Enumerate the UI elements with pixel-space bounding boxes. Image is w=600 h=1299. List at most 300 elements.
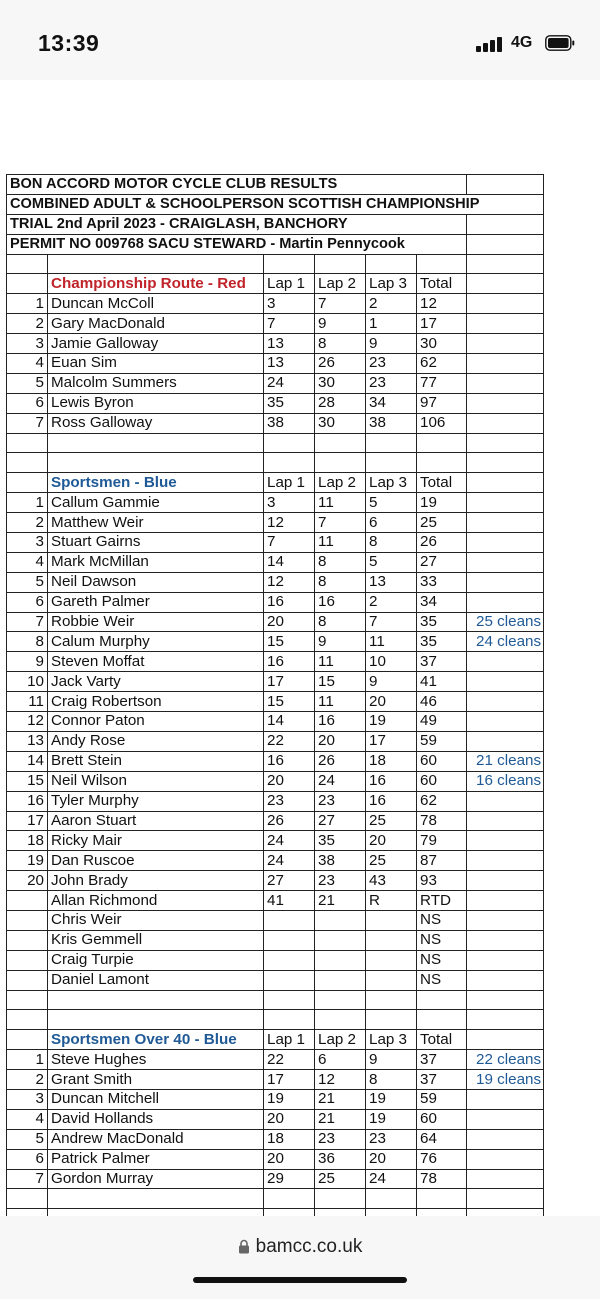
lap3-cell: 7 [366, 612, 417, 632]
result-row [7, 1169, 544, 1189]
empty-cell [7, 274, 48, 294]
rider-name-cell: Gareth Palmer [48, 592, 264, 612]
spacer-row [7, 453, 544, 473]
result-row [7, 1089, 544, 1109]
rider-name-cell: Andy Rose [48, 731, 264, 751]
cleans-note-cell [467, 851, 544, 871]
section-title: Championship Route - Red [48, 274, 264, 294]
rider-name-cell: Grant Smith [48, 1070, 264, 1090]
lap1-cell: 13 [264, 354, 315, 374]
cleans-note-cell [467, 930, 544, 950]
position-cell: 3 [7, 334, 48, 354]
result-row [7, 334, 544, 354]
lap3-cell: 23 [366, 373, 417, 393]
empty-cell [417, 990, 467, 1010]
cleans-note-cell [467, 393, 544, 413]
lap1-cell: 20 [264, 1109, 315, 1129]
rider-name-cell: Matthew Weir [48, 513, 264, 533]
cleans-note-cell [467, 373, 544, 393]
empty-cell [467, 433, 544, 453]
result-row [7, 652, 544, 672]
empty-cell [467, 473, 544, 493]
total-cell: 37 [417, 1070, 467, 1090]
lap3-cell: 13 [366, 572, 417, 592]
rider-name-cell: Mark McMillan [48, 552, 264, 572]
address-bar[interactable] [0, 1236, 600, 1258]
position-cell [7, 891, 48, 911]
lap1-cell: 41 [264, 891, 315, 911]
lap3-cell: 8 [366, 1070, 417, 1090]
total-cell: 33 [417, 572, 467, 592]
cleans-note-cell [467, 692, 544, 712]
lap3-cell: 9 [366, 1050, 417, 1070]
lap3-cell: 38 [366, 413, 417, 433]
cleans-note-cell: 21 cleans [467, 751, 544, 771]
lap2-cell: 12 [315, 1070, 366, 1090]
rider-name-cell: Callum Gammie [48, 493, 264, 513]
position-cell: 15 [7, 771, 48, 791]
position-cell: 3 [7, 533, 48, 553]
position-cell: 19 [7, 851, 48, 871]
empty-cell [315, 254, 366, 274]
lap1-cell: 14 [264, 712, 315, 732]
result-row [7, 950, 544, 970]
position-cell: 4 [7, 354, 48, 374]
result-row [7, 751, 544, 771]
cleans-note-cell [467, 791, 544, 811]
total-cell: 30 [417, 334, 467, 354]
empty-cell [7, 473, 48, 493]
cleans-note-cell [467, 493, 544, 513]
lap2-cell: 16 [315, 592, 366, 612]
lap2-cell: 8 [315, 572, 366, 592]
empty-cell [467, 1189, 544, 1209]
lap1-cell: 15 [264, 632, 315, 652]
lap1-cell: 3 [264, 493, 315, 513]
lap1-cell: 19 [264, 1089, 315, 1109]
lap1-cell: 24 [264, 831, 315, 851]
position-cell: 2 [7, 314, 48, 334]
position-cell: 1 [7, 493, 48, 513]
empty-cell [366, 433, 417, 453]
column-header: Lap 2 [315, 1030, 366, 1050]
empty-cell [7, 254, 48, 274]
spacer-row [7, 1189, 544, 1209]
rider-name-cell: Robbie Weir [48, 612, 264, 632]
lap1-cell: 20 [264, 771, 315, 791]
lap3-cell: 11 [366, 632, 417, 652]
position-cell: 6 [7, 592, 48, 612]
rider-name-cell: Craig Robertson [48, 692, 264, 712]
lap2-cell: 8 [315, 552, 366, 572]
cleans-note-cell [467, 533, 544, 553]
spacer-row [7, 990, 544, 1010]
home-indicator[interactable] [193, 1277, 407, 1283]
lap2-cell: 9 [315, 314, 366, 334]
total-cell: 60 [417, 771, 467, 791]
result-row [7, 1149, 544, 1169]
lap3-cell: 20 [366, 692, 417, 712]
lap2-cell: 24 [315, 771, 366, 791]
empty-cell [366, 254, 417, 274]
rider-name-cell: Ross Galloway [48, 413, 264, 433]
lap1-cell: 17 [264, 1070, 315, 1090]
lap3-cell: 20 [366, 831, 417, 851]
section-header-row [7, 274, 544, 294]
lap3-cell: 24 [366, 1169, 417, 1189]
network-type: 4G [511, 34, 533, 51]
empty-cell [48, 254, 264, 274]
lap1-cell: 7 [264, 314, 315, 334]
lap3-cell: 10 [366, 652, 417, 672]
result-row [7, 831, 544, 851]
lap2-cell: 38 [315, 851, 366, 871]
lap1-cell: 35 [264, 393, 315, 413]
lap1-cell: 17 [264, 672, 315, 692]
position-cell: 7 [7, 413, 48, 433]
lap1-cell: 20 [264, 1149, 315, 1169]
lap2-cell: 21 [315, 1089, 366, 1109]
result-row [7, 513, 544, 533]
lap3-cell: 23 [366, 1129, 417, 1149]
position-cell: 5 [7, 373, 48, 393]
total-cell: 77 [417, 373, 467, 393]
empty-cell [315, 1189, 366, 1209]
url-text: bamcc.co.uk [255, 1236, 363, 1257]
empty-cell [315, 1010, 366, 1030]
empty-cell [7, 1010, 48, 1030]
lap3-cell: 16 [366, 791, 417, 811]
column-header: Lap 1 [264, 473, 315, 493]
total-cell: 35 [417, 632, 467, 652]
rider-name-cell: Jack Varty [48, 672, 264, 692]
rider-name-cell: Aaron Stuart [48, 811, 264, 831]
lap2-cell: 25 [315, 1169, 366, 1189]
position-cell: 11 [7, 692, 48, 712]
empty-cell [467, 234, 544, 254]
lap1-cell: 14 [264, 552, 315, 572]
header-row [7, 214, 544, 234]
results-table [6, 174, 544, 1217]
empty-cell [315, 433, 366, 453]
cleans-note-cell [467, 950, 544, 970]
column-header: Lap 2 [315, 473, 366, 493]
total-cell: 78 [417, 1169, 467, 1189]
rider-name-cell: Tyler Murphy [48, 791, 264, 811]
lap2-cell: 7 [315, 513, 366, 533]
position-cell: 5 [7, 572, 48, 592]
position-cell: 4 [7, 1109, 48, 1129]
lap2-cell: 26 [315, 751, 366, 771]
column-header: Total [417, 473, 467, 493]
empty-cell [7, 990, 48, 1010]
rider-name-cell: Daniel Lamont [48, 970, 264, 990]
rider-name-cell: Stuart Gairns [48, 533, 264, 553]
header-row [7, 194, 544, 214]
lap2-cell: 15 [315, 672, 366, 692]
rider-name-cell: Gordon Murray [48, 1169, 264, 1189]
lap2-cell: 30 [315, 373, 366, 393]
lap2-cell: 21 [315, 891, 366, 911]
cleans-note-cell [467, 712, 544, 732]
result-row [7, 592, 544, 612]
result-row [7, 552, 544, 572]
lock-icon [238, 1239, 250, 1254]
lap2-cell: 30 [315, 413, 366, 433]
empty-cell [467, 1030, 544, 1050]
cleans-note-cell [467, 1169, 544, 1189]
lap1-cell: 3 [264, 294, 315, 314]
total-cell: 62 [417, 791, 467, 811]
result-row [7, 672, 544, 692]
lap2-cell: 26 [315, 354, 366, 374]
result-row [7, 871, 544, 891]
lap2-cell [315, 970, 366, 990]
lap3-cell: 19 [366, 1109, 417, 1129]
results-table-body [7, 175, 544, 1218]
header-line: BON ACCORD MOTOR CYCLE CLUB RESULTS [7, 175, 467, 195]
position-cell: 5 [7, 1129, 48, 1149]
rider-name-cell: Gary MacDonald [48, 314, 264, 334]
lap1-cell [264, 910, 315, 930]
column-header: Lap 2 [315, 274, 366, 294]
header-line: PERMIT NO 009768 SACU STEWARD - Martin Pennycook [7, 234, 467, 254]
result-row [7, 731, 544, 751]
lap2-cell: 7 [315, 294, 366, 314]
empty-cell [48, 453, 264, 473]
position-cell: 7 [7, 612, 48, 632]
lap3-cell: 43 [366, 871, 417, 891]
column-header: Lap 3 [366, 473, 417, 493]
lap3-cell: 9 [366, 334, 417, 354]
cleans-note-cell [467, 314, 544, 334]
lap2-cell: 11 [315, 533, 366, 553]
header-row [7, 175, 544, 195]
spacer-row [7, 433, 544, 453]
position-cell: 9 [7, 652, 48, 672]
result-row [7, 314, 544, 334]
cleans-note-cell [467, 1089, 544, 1109]
lap3-cell: 6 [366, 513, 417, 533]
lap2-cell: 6 [315, 1050, 366, 1070]
lap3-cell: 19 [366, 712, 417, 732]
lap2-cell: 27 [315, 811, 366, 831]
empty-cell [366, 990, 417, 1010]
lap3-cell: 25 [366, 851, 417, 871]
empty-cell [264, 1189, 315, 1209]
lap2-cell [315, 910, 366, 930]
header-line: COMBINED ADULT & SCHOOLPERSON SCOTTISH CHAMPIONSHIP [7, 194, 544, 214]
cleans-note-cell [467, 871, 544, 891]
empty-cell [467, 1010, 544, 1030]
cleans-note-cell: 19 cleans [467, 1070, 544, 1090]
lap1-cell: 20 [264, 612, 315, 632]
empty-cell [366, 453, 417, 473]
column-header: Lap 3 [366, 1030, 417, 1050]
cleans-note-cell [467, 891, 544, 911]
position-cell: 4 [7, 552, 48, 572]
result-row [7, 692, 544, 712]
empty-cell [7, 433, 48, 453]
total-cell: 60 [417, 1109, 467, 1129]
total-cell: 41 [417, 672, 467, 692]
result-row [7, 930, 544, 950]
total-cell: NS [417, 950, 467, 970]
position-cell: 12 [7, 712, 48, 732]
lap1-cell: 12 [264, 513, 315, 533]
result-row [7, 1070, 544, 1090]
lap1-cell: 16 [264, 652, 315, 672]
total-cell: NS [417, 930, 467, 950]
result-row [7, 910, 544, 930]
cleans-note-cell [467, 413, 544, 433]
cleans-note-cell [467, 513, 544, 533]
total-cell: 62 [417, 354, 467, 374]
total-cell: 106 [417, 413, 467, 433]
total-cell: 49 [417, 712, 467, 732]
result-row [7, 294, 544, 314]
result-row [7, 632, 544, 652]
lap2-cell: 20 [315, 731, 366, 751]
lap2-cell: 35 [315, 831, 366, 851]
section-title: Sportsmen Over 40 - Blue [48, 1030, 264, 1050]
total-cell: 78 [417, 811, 467, 831]
lap3-cell: 23 [366, 354, 417, 374]
position-cell: 1 [7, 1050, 48, 1070]
cleans-note-cell [467, 572, 544, 592]
empty-cell [7, 1030, 48, 1050]
rider-name-cell: Neil Dawson [48, 572, 264, 592]
cleans-note-cell [467, 354, 544, 374]
position-cell: 14 [7, 751, 48, 771]
position-cell: 2 [7, 513, 48, 533]
cleans-note-cell: 22 cleans [467, 1050, 544, 1070]
lap1-cell: 24 [264, 851, 315, 871]
empty-cell [417, 433, 467, 453]
position-cell: 20 [7, 871, 48, 891]
rider-name-cell: Jamie Galloway [48, 334, 264, 354]
empty-cell [7, 453, 48, 473]
position-cell: 2 [7, 1070, 48, 1090]
total-cell: 87 [417, 851, 467, 871]
rider-name-cell: Chris Weir [48, 910, 264, 930]
total-cell: 27 [417, 552, 467, 572]
header-line: TRIAL 2nd April 2023 - CRAIGLASH, BANCHORY [7, 214, 467, 234]
lap1-cell: 22 [264, 1050, 315, 1070]
total-cell: 59 [417, 731, 467, 751]
lap1-cell [264, 950, 315, 970]
lap3-cell: 25 [366, 811, 417, 831]
total-cell: 79 [417, 831, 467, 851]
position-cell: 18 [7, 831, 48, 851]
position-cell [7, 970, 48, 990]
cleans-note-cell: 24 cleans [467, 632, 544, 652]
cleans-note-cell [467, 592, 544, 612]
empty-cell [366, 1010, 417, 1030]
empty-cell [48, 990, 264, 1010]
lap3-cell: 5 [366, 552, 417, 572]
empty-cell [264, 254, 315, 274]
rider-name-cell: Calum Murphy [48, 632, 264, 652]
lap2-cell: 23 [315, 871, 366, 891]
lap2-cell: 8 [315, 334, 366, 354]
lap3-cell: 16 [366, 771, 417, 791]
total-cell: 59 [417, 1089, 467, 1109]
position-cell [7, 950, 48, 970]
rider-name-cell: Ricky Mair [48, 831, 264, 851]
empty-cell [467, 214, 544, 234]
position-cell: 3 [7, 1089, 48, 1109]
cleans-note-cell [467, 1109, 544, 1129]
column-header: Lap 3 [366, 274, 417, 294]
position-cell: 16 [7, 791, 48, 811]
result-row [7, 572, 544, 592]
empty-cell [417, 254, 467, 274]
total-cell: 37 [417, 1050, 467, 1070]
lap1-cell: 7 [264, 533, 315, 553]
section-title: Sportsmen - Blue [48, 473, 264, 493]
total-cell: 34 [417, 592, 467, 612]
status-time: 13:39 [38, 30, 100, 56]
position-cell: 1 [7, 294, 48, 314]
lap1-cell: 24 [264, 373, 315, 393]
lap2-cell: 23 [315, 1129, 366, 1149]
empty-cell [48, 1189, 264, 1209]
section-header-row [7, 473, 544, 493]
result-row [7, 354, 544, 374]
spacer-row [7, 1010, 544, 1030]
cellular-signal-icon [476, 36, 504, 52]
lap3-cell: 9 [366, 672, 417, 692]
lap1-cell: 27 [264, 871, 315, 891]
empty-cell [467, 254, 544, 274]
result-row [7, 970, 544, 990]
lap2-cell: 8 [315, 612, 366, 632]
lap2-cell: 11 [315, 493, 366, 513]
position-cell: 10 [7, 672, 48, 692]
spacer-row [7, 254, 544, 274]
empty-cell [417, 453, 467, 473]
cleans-note-cell [467, 672, 544, 692]
cleans-note-cell [467, 294, 544, 314]
lap3-cell [366, 910, 417, 930]
lap2-cell: 23 [315, 791, 366, 811]
total-cell: 64 [417, 1129, 467, 1149]
cleans-note-cell [467, 811, 544, 831]
rider-name-cell: John Brady [48, 871, 264, 891]
lap2-cell: 11 [315, 652, 366, 672]
empty-cell [264, 1010, 315, 1030]
empty-cell [315, 990, 366, 1010]
rider-name-cell: Dan Ruscoe [48, 851, 264, 871]
lap1-cell: 16 [264, 751, 315, 771]
total-cell: 37 [417, 652, 467, 672]
battery-icon [545, 35, 575, 51]
lap1-cell: 16 [264, 592, 315, 612]
lap1-cell: 22 [264, 731, 315, 751]
column-header: Total [417, 274, 467, 294]
rider-name-cell: Connor Paton [48, 712, 264, 732]
lap3-cell: 18 [366, 751, 417, 771]
empty-cell [315, 453, 366, 473]
lap2-cell: 28 [315, 393, 366, 413]
empty-cell [467, 175, 544, 195]
lap3-cell: 2 [366, 592, 417, 612]
result-row [7, 811, 544, 831]
lap2-cell [315, 950, 366, 970]
rider-name-cell: David Hollands [48, 1109, 264, 1129]
empty-cell [467, 990, 544, 1010]
